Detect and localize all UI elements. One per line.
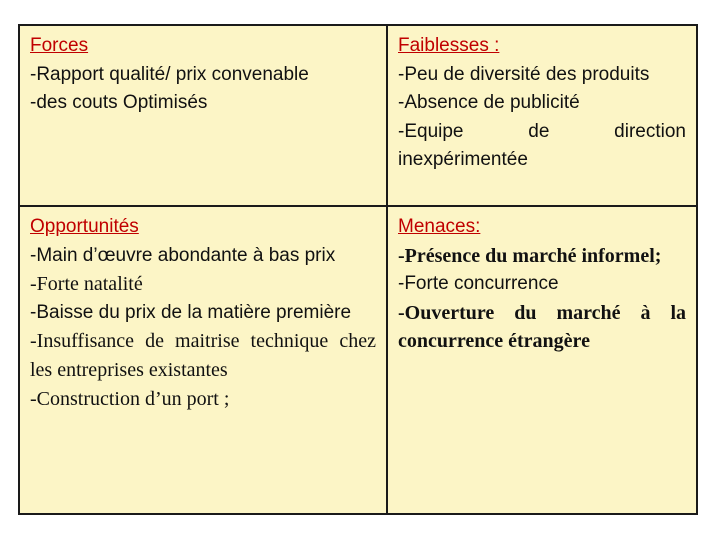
menaces-item: -Ouverture du marché à la concurrence étrangère bbox=[398, 301, 686, 353]
faiblesses-item: -Equipe de direction inexpérimentée bbox=[398, 120, 686, 171]
opportunites-item: -Construction d’un port ; bbox=[30, 387, 230, 410]
forces-item: -des couts Optimisés bbox=[30, 92, 208, 114]
opportunites-item: -Main d’œuvre abondante à bas prix bbox=[30, 244, 336, 266]
menaces-item: -Forte concurrence bbox=[398, 273, 559, 295]
forces-cell bbox=[20, 26, 388, 207]
opportunites-item: -Forte natalité bbox=[30, 273, 143, 296]
forces-heading: Forces bbox=[30, 35, 89, 56]
faiblesses-cell bbox=[388, 26, 696, 207]
opportunites-cell bbox=[20, 207, 388, 513]
menaces-heading: Menaces: bbox=[398, 216, 481, 237]
opportunites-item: -Baisse du prix de la matière première bbox=[30, 301, 352, 323]
opportunites-item: -Insuffisance de maitrise technique chez les entreprises existantes bbox=[30, 330, 376, 381]
faiblesses-heading: Faiblesses : bbox=[398, 35, 500, 56]
menaces-cell bbox=[388, 207, 696, 513]
faiblesses-item: -Peu de diversité des produits bbox=[398, 63, 650, 85]
faiblesses-item: -Absence de publicité bbox=[398, 92, 580, 114]
forces-item: -Rapport qualité/ prix convenable bbox=[30, 63, 309, 85]
opportunites-heading: Opportunités bbox=[30, 216, 139, 237]
swot-table bbox=[18, 24, 698, 515]
menaces-item: -Présence du marché informel; bbox=[398, 244, 662, 267]
